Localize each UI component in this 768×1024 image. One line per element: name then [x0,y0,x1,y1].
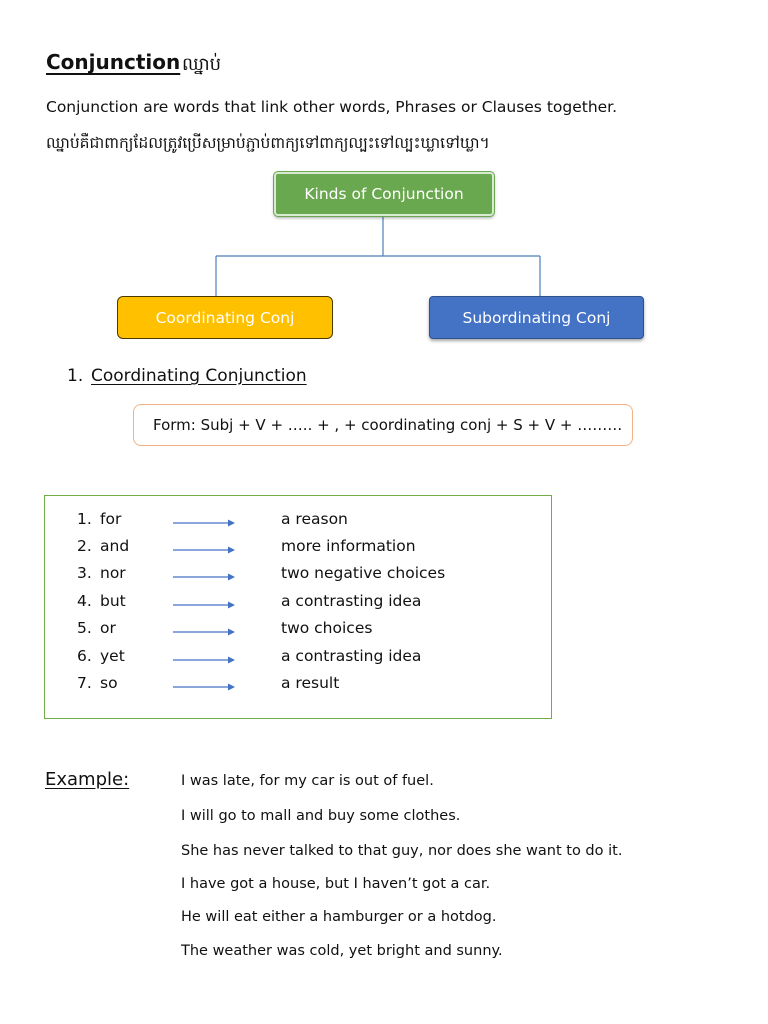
section-title: Coordinating Conjunction [91,366,307,386]
list-item-number: 3. [77,564,92,582]
list-item-number: 7. [77,674,92,692]
list-item-word: nor [100,564,126,582]
list-item-meaning: a contrasting idea [281,592,422,610]
list-item [45,592,553,616]
example-sentence: He will eat either a hamburger or a hotdog. [181,909,497,925]
list-item [45,564,553,588]
list-item-word: yet [100,647,125,665]
example-sentence: She has never talked to that guy, nor does she want to do it. [181,843,623,859]
list-item-number: 5. [77,619,92,637]
page-title-khmer: ឈ្នាប់ [182,54,222,75]
arrow-right-icon [173,600,235,610]
arrow-right-icon [173,572,235,582]
example-sentence: I was late, for my car is out of fuel. [181,773,434,789]
list-item [45,674,553,698]
section-number: 1. [67,366,84,386]
list-item-meaning: a result [281,674,340,692]
list-item-word: so [100,674,118,692]
definition-english: Conjunction are words that link other words, Phrases or Clauses together. [46,98,618,116]
example-sentence: The weather was cold, yet bright and sunny. [181,943,503,959]
form-formula-box [133,404,633,446]
list-item-number: 1. [77,510,92,528]
form-formula-text: Form: Subj + V + ….. + , + coordinating conj + S + V + ……… [153,416,623,434]
list-item [45,619,553,643]
arrow-right-icon [173,518,235,528]
list-item-number: 4. [77,592,92,610]
list-item-meaning: two negative choices [281,564,446,582]
example-sentence: I will go to mall and buy some clothes. [181,808,461,824]
kinds-of-conjunction-box: Kinds of Conjunction [274,172,494,216]
arrow-right-icon [173,545,235,555]
list-item-meaning: a contrasting idea [281,647,422,665]
list-item [45,510,553,534]
list-item-meaning: two choices [281,619,373,637]
arrow-right-icon [173,627,235,637]
example-sentence: I have got a house, but I haven’t got a car. [181,876,491,892]
list-item-meaning: more information [281,537,416,555]
list-item [45,647,553,671]
coordinating-conj-box: Coordinating Conj [117,296,333,339]
arrow-right-icon [173,655,235,665]
list-item-word: for [100,510,122,528]
list-item-meaning: a reason [281,510,348,528]
page-title: Conjunction [46,50,181,74]
list-item-word: or [100,619,116,637]
list-item-word: and [100,537,130,555]
arrow-right-icon [173,682,235,692]
conjunction-list [44,495,552,719]
subordinating-conj-box: Subordinating Conj [429,296,644,339]
definition-khmer: ឈ្នាប់គឺជាពាក្យដែលត្រូវប្រើសម្រាប់ភ្ជាប់ពាក្យទៅពាក្យល្បះទៅល្បះឃ្លាទៅឃ្លា។ [46,134,490,152]
list-item-number: 2. [77,537,92,555]
list-item-number: 6. [77,647,92,665]
example-label: Example: [45,769,130,790]
list-item-word: but [100,592,126,610]
list-item [45,537,553,561]
